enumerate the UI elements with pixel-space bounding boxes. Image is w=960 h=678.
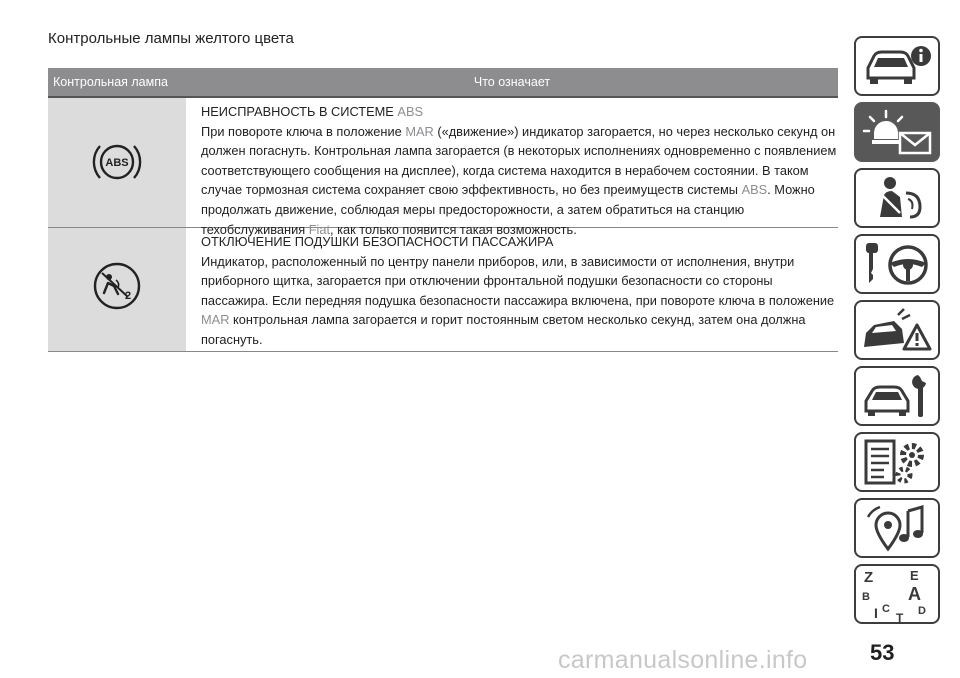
tab-emergency[interactable]	[854, 300, 940, 360]
abs-icon-label: ABS	[105, 156, 129, 169]
index-letter: C	[882, 603, 890, 615]
warning-lights-table	[48, 68, 838, 352]
key-steering-wheel-icon	[860, 239, 934, 289]
page-title: Контрольные лампы желтого цвета	[48, 30, 294, 47]
icon-cell	[48, 228, 186, 351]
watermark: carmanualsonline.info	[558, 646, 808, 674]
alphabetical-index-icon	[860, 566, 934, 622]
header-meaning: Что означает	[473, 75, 551, 89]
meaning-cell	[186, 98, 838, 237]
row-heading: НЕИСПРАВНОСТЬ В СИСТЕМЕ ABS	[201, 104, 424, 119]
car-info-icon	[860, 42, 934, 90]
tab-safety[interactable]	[854, 168, 940, 228]
car-crash-warning-icon	[860, 305, 934, 355]
tab-index[interactable]	[854, 564, 940, 624]
index-letter: A	[908, 584, 921, 604]
tab-technical-data[interactable]	[854, 432, 940, 492]
seatbelt-airbag-icon	[860, 173, 934, 223]
header-lamp: Контрольная лампа	[53, 75, 168, 89]
index-letter: Z	[864, 569, 874, 586]
index-letter: T	[896, 611, 904, 622]
specifications-gear-icon	[860, 437, 934, 487]
tab-car-info[interactable]	[854, 36, 940, 96]
index-letter: E	[910, 568, 919, 583]
row-description: При повороте ключа в положение MAR («движение») индикатор загорается, но через несколько секунд он должен погаснуть. Контрольная лампа загорается (в некоторых исполнениях одновременно с появлением соответствующего сообщения на дисплее), когда система находится в нерабочем состоянии. В таком случае тормозная система сохраняет свою эффективность, но без преимуществ системы ABS. Можно продолжать движение, соблюдая меры предосторожности, а затем обратиться на станцию техобслуживания Fiat, как только появится такая возможность.	[201, 123, 837, 237]
warning-light-message-icon	[860, 107, 934, 157]
index-letter: B	[862, 591, 870, 603]
abs-warning-icon	[91, 139, 143, 185]
icon-cell	[48, 98, 186, 227]
index-letter: D	[918, 605, 926, 617]
multimedia-music-icon	[860, 503, 934, 553]
meaning-cell	[186, 228, 838, 351]
tab-maintenance[interactable]	[854, 366, 940, 426]
chapter-sidebar	[852, 0, 960, 678]
row-heading: ОТКЛЮЧЕНИЕ ПОДУШКИ БЕЗОПАСНОСТИ ПАССАЖИРА	[201, 234, 554, 249]
table-row	[48, 98, 838, 237]
row-description: Индикатор, расположенный по центру панели приборов, или, в зависимости от исполнения, внутри приборного щитка, загорается при отключении фронтальной подушки безопасности со стороны пассажира. Если передняя подушка безопасности пассажира включена, при повороте ключа в положение MAR контрольная лампа загорается и горит постоянным светом несколько секунд, затем она должна погаснуть.	[201, 253, 835, 347]
airbag-icon-label: 2	[125, 289, 132, 302]
index-letter: I	[874, 605, 878, 621]
table-row	[48, 228, 838, 352]
passenger-airbag-off-icon	[92, 261, 142, 311]
tab-starting-driving[interactable]	[854, 234, 940, 294]
tab-warning-lights[interactable]	[854, 102, 940, 162]
page-number: 53	[870, 640, 895, 665]
car-maintenance-wrench-icon	[860, 371, 934, 421]
table-header	[48, 68, 838, 96]
tab-multimedia[interactable]	[854, 498, 940, 558]
